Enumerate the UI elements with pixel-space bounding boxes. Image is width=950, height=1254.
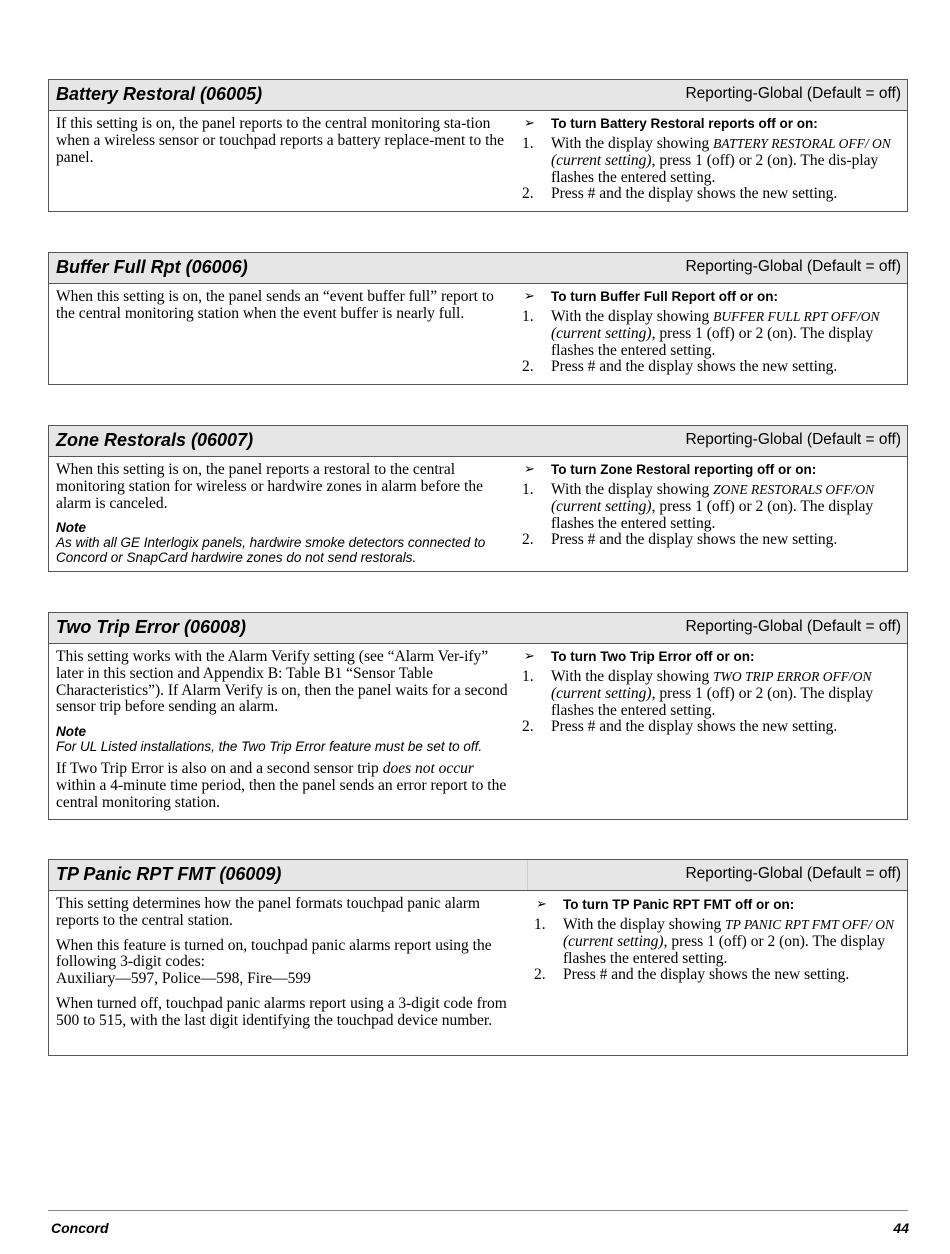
arrow-bullet-icon: ➢ <box>524 289 535 304</box>
display-text: ZONE RESTORALS OFF/ON <box>713 482 875 497</box>
procedure-step-1 <box>533 917 903 967</box>
header-divider <box>527 860 528 890</box>
procedure-step-1 <box>521 669 906 719</box>
paragraph-text: If Two Trip Error is also on and a second sensor trip <box>56 760 383 778</box>
procedure-step-2 <box>533 967 903 984</box>
procedure-heading <box>521 461 906 478</box>
setting-box-buffer-full-rpt <box>48 252 908 385</box>
setting-title: Buffer Full Rpt (06006) <box>56 257 248 277</box>
procedure-step-2 <box>521 359 906 376</box>
setting-category: Reporting-Global (Default = off) <box>685 618 901 635</box>
display-text: TP PANIC RPT FMT OFF/ ON <box>725 917 895 932</box>
setting-box-zone-restorals <box>48 425 908 572</box>
arrow-bullet-icon: ➢ <box>524 649 535 664</box>
description-column <box>56 896 508 1038</box>
step-text: Press # and the display shows the new setting. <box>551 718 838 736</box>
display-text: BUFFER FULL RPT OFF/ON <box>713 309 880 324</box>
description-paragraph: This setting works with the Alarm Verify setting (see “Alarm Ver-ify” later in this section and Appendix B: Table B1 “Sensor Table Characteristics”). If Alarm Verify is on, then the panel waits for a second sensor trip before sending an alarm. <box>56 648 508 716</box>
description-column <box>56 116 508 174</box>
procedure-heading <box>521 115 906 132</box>
step-text: Press # and the display shows the new setting. <box>563 966 850 984</box>
procedure-column <box>521 461 906 549</box>
setting-category: Reporting-Global (Default = off) <box>685 85 901 102</box>
step-number: 2. <box>522 358 534 376</box>
procedure-heading <box>521 288 906 305</box>
step-text: With the display showing <box>563 916 726 933</box>
setting-box-two-trip-error <box>48 612 908 820</box>
step-number: 2. <box>522 531 534 549</box>
step-text: With the display showing <box>551 308 714 325</box>
step-text: Press # and the display shows the new setting. <box>551 185 838 203</box>
setting-header <box>49 426 907 457</box>
note-text: For UL Listed installations, the Two Trip Error feature must be set to off. <box>56 739 483 755</box>
procedure-heading <box>521 648 906 665</box>
footer-rule <box>48 1210 908 1211</box>
arrow-bullet-icon: ➢ <box>524 462 535 477</box>
display-text: TWO TRIP ERROR OFF/ON <box>713 669 872 684</box>
current-setting-text: (current setting) <box>551 684 652 702</box>
procedure-heading-text: To turn Buffer Full Report off or on: <box>551 289 778 304</box>
setting-header <box>49 860 907 891</box>
current-setting-text: (current setting) <box>551 497 652 515</box>
procedure-step-2 <box>521 532 906 549</box>
codes-line: Auxiliary—597, Police—598, Fire—599 <box>56 970 311 988</box>
description-column <box>56 462 508 572</box>
description-paragraph: This setting determines how the panel formats touchpad panic alarm reports to the central station. <box>56 895 480 929</box>
step-text: With the display showing <box>551 481 714 498</box>
procedure-step-1 <box>521 309 906 359</box>
setting-box-battery-restoral <box>48 79 908 212</box>
step-text: Press # and the display shows the new setting. <box>551 531 838 549</box>
setting-category: Reporting-Global (Default = off) <box>685 865 901 882</box>
procedure-column <box>521 648 906 736</box>
setting-title: Zone Restorals (06007) <box>56 430 254 450</box>
description-column <box>56 289 508 331</box>
description-paragraph: When this setting is on, the panel reports a restoral to the central monitoring station for wireless or hardwire zones in alarm before the alarm is canceled. <box>56 461 483 512</box>
arrow-bullet-icon: ➢ <box>536 897 547 912</box>
procedure-column <box>533 896 903 984</box>
setting-title: Battery Restoral (06005) <box>56 84 263 104</box>
current-setting-text: (current setting) <box>551 324 652 342</box>
step-number: 2. <box>522 185 534 203</box>
step-text-suffix: , press 1 (off) or 2 (on). The display flashes the entered setting. <box>563 932 886 967</box>
procedure-heading <box>533 896 903 913</box>
step-text: With the display showing <box>551 135 714 152</box>
step-number: 1. <box>522 668 534 685</box>
procedure-step-2 <box>521 186 906 203</box>
setting-header <box>49 253 907 284</box>
current-setting-text: (current setting) <box>551 151 652 169</box>
procedure-step-2 <box>521 719 906 736</box>
description-paragraph <box>56 761 508 811</box>
step-number: 1. <box>522 135 534 152</box>
description-paragraph: When this feature is turned on, touchpad panic alarms report using the following 3-digit codes: <box>56 936 492 971</box>
step-text-suffix: , press 1 (off) or 2 (on). The display flashes the entered setting. <box>551 497 874 532</box>
footer-product-name: Concord <box>51 1220 109 1236</box>
setting-title: Two Trip Error (06008) <box>56 617 247 637</box>
current-setting-text: (current setting) <box>563 932 664 950</box>
note-heading: Note <box>56 724 86 740</box>
step-number: 2. <box>522 718 534 736</box>
procedure-column <box>521 115 906 203</box>
procedure-step-1 <box>521 136 906 186</box>
setting-category: Reporting-Global (Default = off) <box>685 431 901 448</box>
description-paragraph: If this setting is on, the panel reports to the central monitoring sta-tion when a wireless sensor or touchpad reports a battery replace-ment to the panel. <box>56 115 505 166</box>
setting-category: Reporting-Global (Default = off) <box>685 258 901 275</box>
procedure-step-1 <box>521 482 906 532</box>
step-text-suffix: , press 1 (off) or 2 (on). The dis-play flashes the entered setting. <box>551 151 879 186</box>
setting-header <box>49 613 907 644</box>
emphasis-text: does not occur <box>382 760 474 778</box>
procedure-heading-text: To turn TP Panic RPT FMT off or on: <box>563 897 795 912</box>
step-number: 1. <box>534 916 546 933</box>
procedure-heading-text: To turn Two Trip Error off or on: <box>551 649 755 664</box>
setting-header <box>49 80 907 111</box>
step-text: Press # and the display shows the new setting. <box>551 358 838 376</box>
step-number: 1. <box>522 481 534 498</box>
procedure-heading-text: To turn Zone Restoral reporting off or on: <box>551 462 817 477</box>
step-text-suffix: , press 1 (off) or 2 (on). The display flashes the entered setting. <box>551 684 874 719</box>
page-number: 44 <box>893 1220 909 1236</box>
step-number: 2. <box>534 966 546 984</box>
setting-title: TP Panic RPT FMT (06009) <box>56 864 282 884</box>
step-text: With the display showing <box>551 668 714 685</box>
setting-box-tp-panic-rpt-fmt <box>48 859 908 1056</box>
note-heading: Note <box>56 520 86 536</box>
note-text: As with all GE Interlogix panels, hardwire smoke detectors connected to Concord or SnapCard hardwire zones do not send restorals. <box>56 535 486 566</box>
procedure-heading-text: To turn Battery Restoral reports off or on: <box>551 116 818 131</box>
procedure-column <box>521 288 906 376</box>
arrow-bullet-icon: ➢ <box>524 116 535 131</box>
description-column <box>56 649 508 820</box>
paragraph-text-suffix: within a 4-minute time period, then the panel sends an error report to the central monitoring station. <box>56 776 507 811</box>
step-text-suffix: , press 1 (off) or 2 (on). The display flashes the entered setting. <box>551 324 874 359</box>
description-paragraph: When turned off, touchpad panic alarms report using a 3-digit code from 500 to 515, with the last digit identifying the touchpad device number. <box>56 994 507 1029</box>
display-text: BATTERY RESTORAL OFF/ ON <box>713 136 891 151</box>
description-paragraph: When this setting is on, the panel sends an “event buffer full” report to the central monitoring station when the event buffer is nearly full. <box>56 288 494 322</box>
step-number: 1. <box>522 308 534 325</box>
